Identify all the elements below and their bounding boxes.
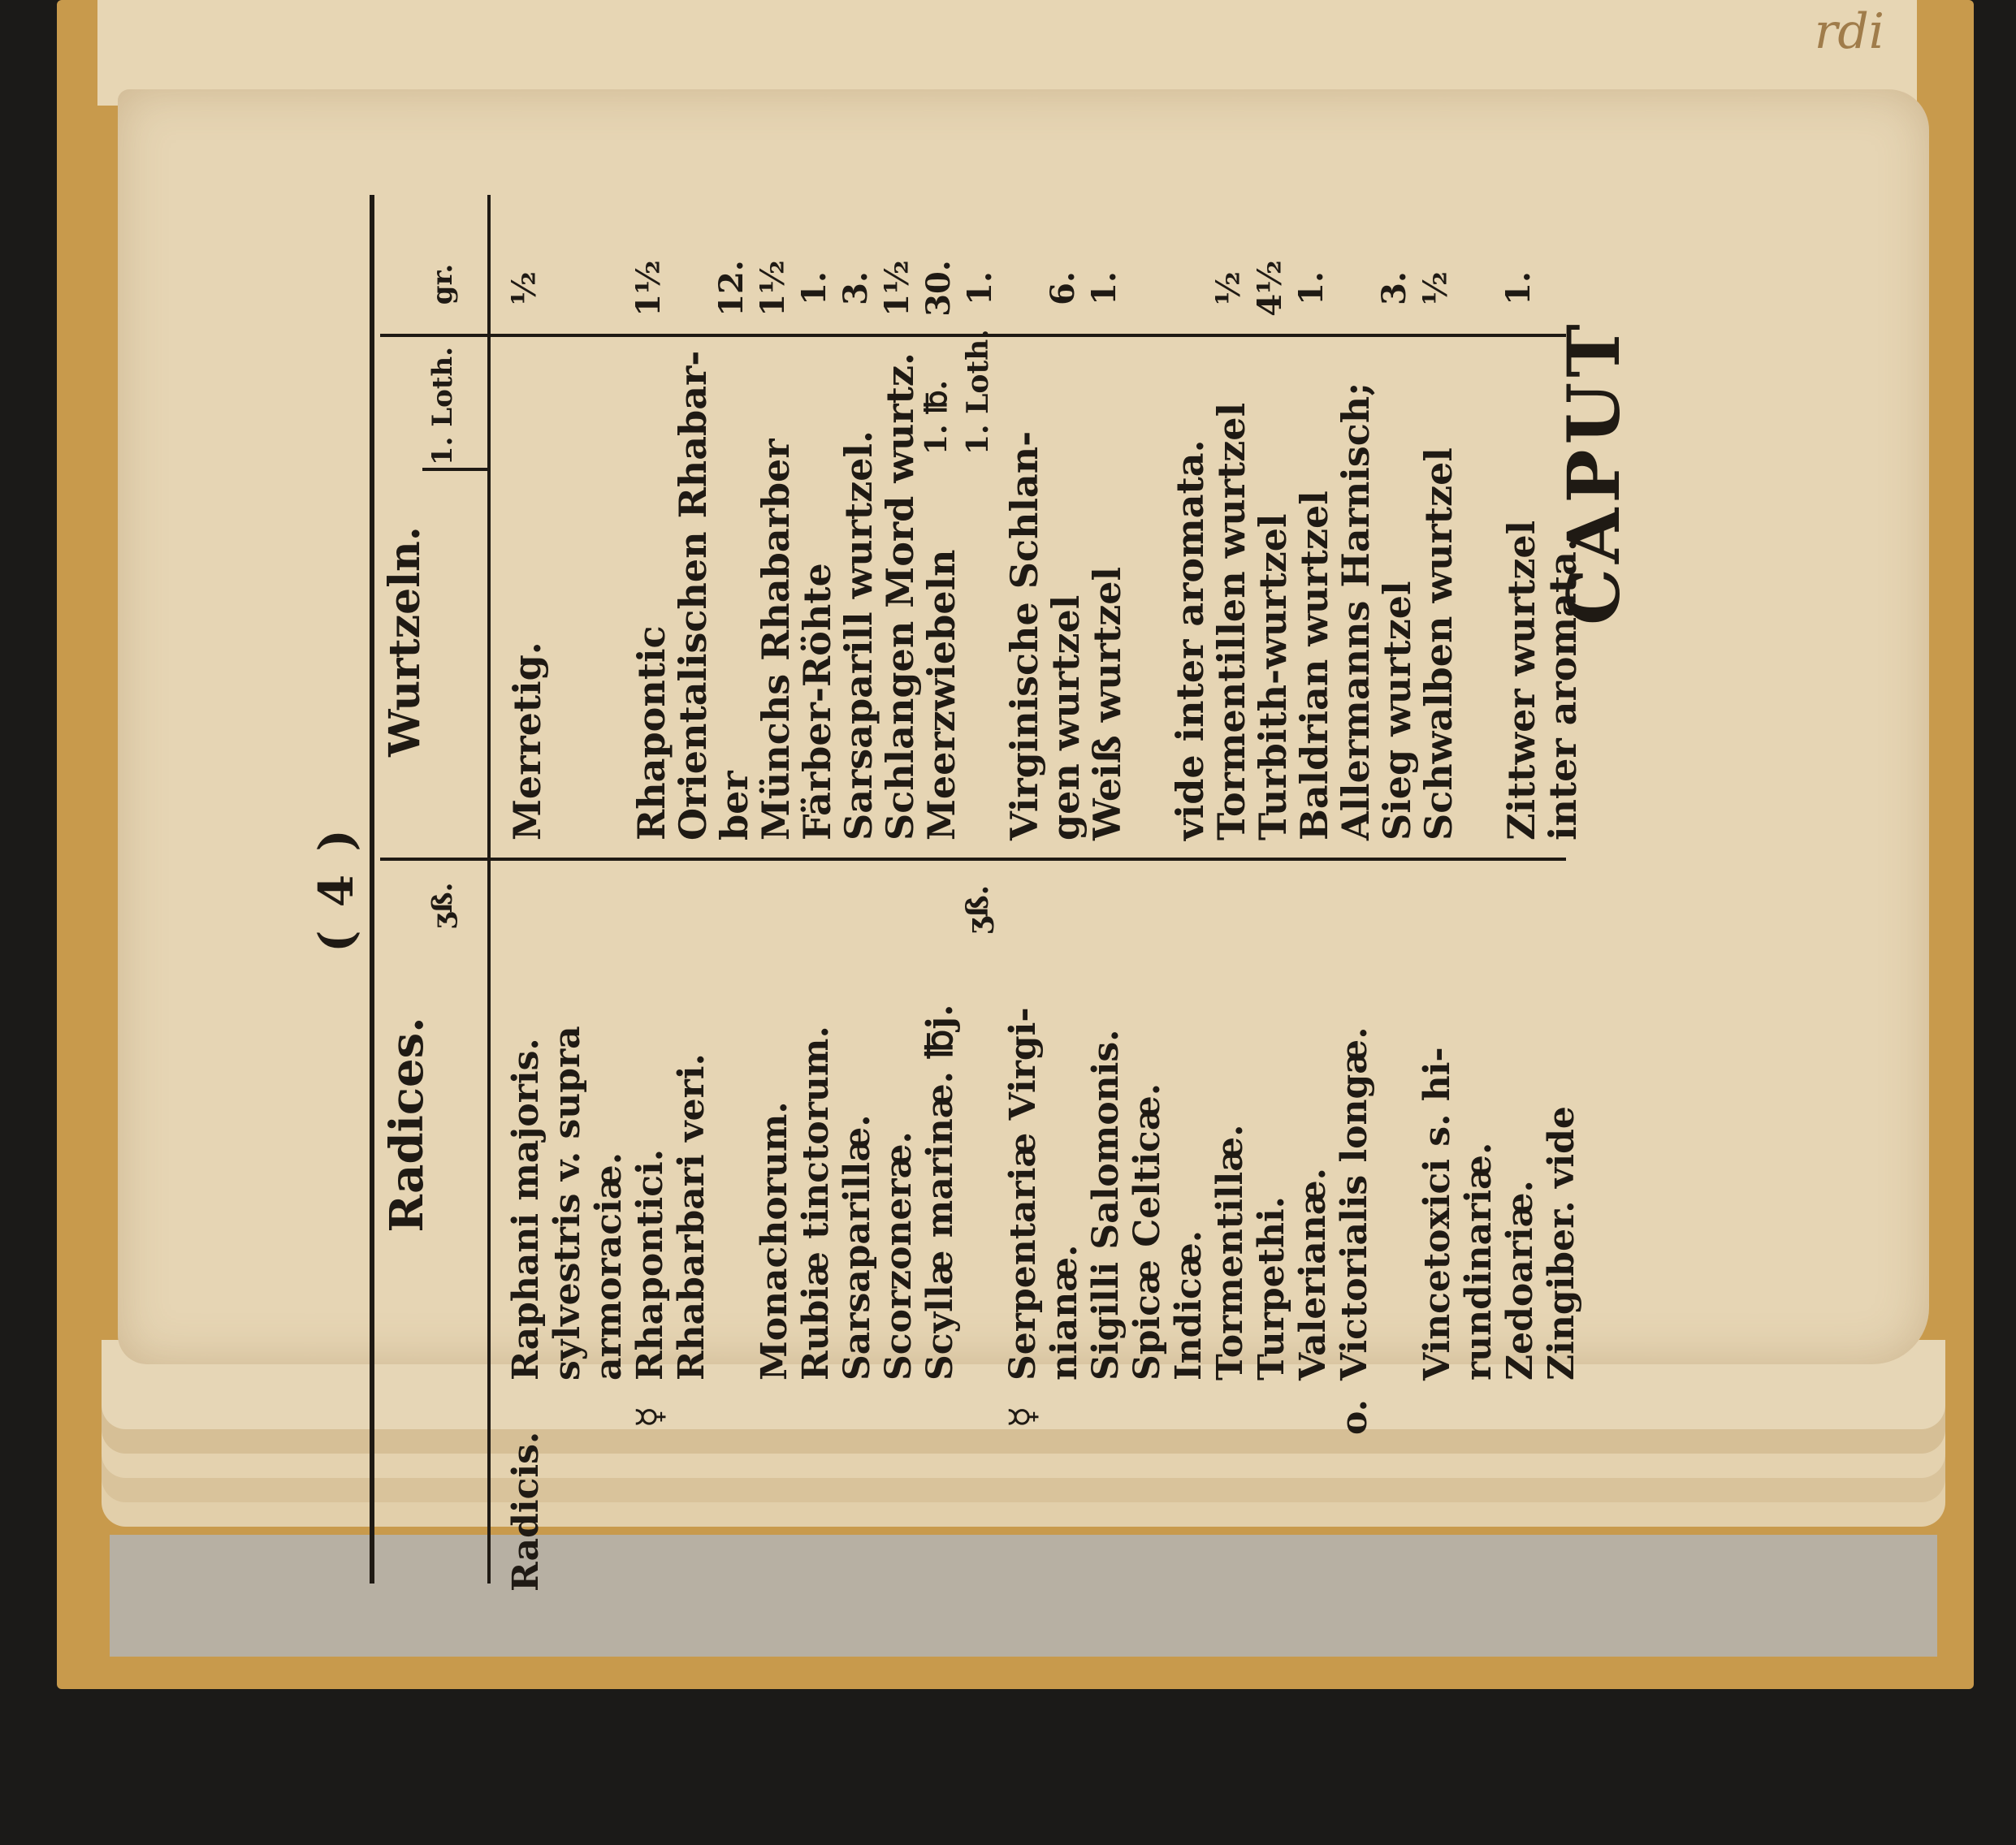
page-number: ( 4 ) [309,826,364,953]
cell-german: Baldrian wurtzel [1292,490,1336,840]
cell-latin: Turpethi. [1251,1196,1292,1381]
cell-latin: Zedoariæ. [1499,1180,1541,1381]
page-content [292,138,1636,1640]
cell-german: Weiß wurtzel [1085,566,1129,840]
header-loth: 1. Loth. [426,346,459,466]
cell-gr: 1½ [754,260,792,317]
header-wurtzeln: Wurtzeln. [380,526,430,757]
cell-gr: ½ [1209,271,1248,305]
cell-german: gen wurtzel [1044,594,1088,840]
cell-gr: 1. [1085,271,1123,305]
cell-mark: ☿ [1002,1406,1044,1428]
cell-latin: Spicæ Celticæ. [1127,1082,1168,1381]
cell-german: Virginische Schlan- [1002,430,1046,840]
cell-gr: 1. [1292,271,1330,305]
cell-latin: Zingiber. vide [1541,1106,1582,1381]
cell-latin: nianæ. [1044,1244,1085,1381]
cell-gr: 3. [1375,271,1413,305]
cell-gr: 4½ [1251,260,1289,317]
cell-mark: ☿ [629,1406,671,1428]
top-rule [370,195,374,1584]
cell-gr: ½ [1417,271,1455,305]
cell-german: vide inter aromata. [1168,439,1212,840]
cell-german: inter aromata. [1541,538,1585,840]
cell-gr: 1. [795,271,833,305]
cell-latin: Sigilli Salomonis. [1085,1029,1127,1381]
cell-gr: 12. [712,260,751,317]
cell-german: Schwalben wurtzel [1417,447,1460,840]
cell-german: Färber-Röhte [795,563,839,840]
cell-gr: 1½ [878,260,916,317]
header-gr: gr. [426,263,459,305]
cell-latin: sylvestris v. supra [547,1026,588,1381]
cell-gr: 3. [837,271,875,305]
cell-latin: Raphani majoris. [505,1038,547,1381]
cell-german: Meerzwiebeln [919,549,963,840]
cell-rad: Radicis. [505,1431,547,1592]
cell-latin: Valerianæ. [1292,1168,1334,1381]
cell-german: Orientalischen Rhabar- [671,350,715,840]
cell-latin: Indicæ. [1168,1229,1209,1381]
cell-german: Schlangen Mord wurtz. [878,352,922,840]
cell-german: Turbith-wurtzel [1251,513,1295,840]
cell-loth: 1. Loth. [961,329,995,455]
header-drachm: ʒß. [426,882,459,929]
cell-latin: Rhapontici. [629,1148,671,1381]
cell-latin: Rubiæ tinctorum. [795,1026,837,1381]
cell-latin: Scyllæ marinæ. ℔j. [919,1004,961,1381]
margin-handwriting: rdi [1814,3,1884,60]
cell-gr: 1. [961,271,999,305]
cell-loth: 1. ℔. [919,379,954,455]
header-rule [487,195,491,1584]
cell-german: Sieg wurtzel [1375,581,1419,840]
cell-gr: 1½ [629,260,668,317]
cell-latin: rundinariæ. [1458,1142,1499,1381]
cell-german: Sarsaparill wurtzel. [837,430,880,840]
cell-german: Rhapontic [629,625,673,840]
cell-latin: Serpentariæ Virgi- [1002,1007,1044,1381]
cell-latin: Monachorum. [754,1101,795,1381]
catchword: CAPUT [1551,319,1636,625]
cell-gr: 1. [1499,271,1538,305]
cell-latin: Sarsaparillæ. [837,1114,878,1381]
cell-german: Allermanns Harnisch; [1334,382,1378,840]
cell-german: ber [712,771,756,840]
cell-latin: Vincetoxici s. hi- [1417,1047,1458,1381]
cell-german: Merretig. [505,642,549,840]
cell-mark: o. [1334,1399,1375,1435]
cell-latin: Scorzoneræ. [878,1131,919,1381]
header-divider-loth [422,468,487,471]
header-radices: Radices. [380,1017,434,1233]
cell-gr: 30. [919,260,958,317]
cell-german: Tormentillen wurtzel [1209,402,1253,840]
cell-latin: armoraciæ. [588,1152,629,1381]
cell-gr: 6. [1044,271,1082,305]
cell-latin: Rhabarbari veri. [671,1053,712,1381]
cell-latin: Victorialis longæ. [1334,1026,1375,1381]
cell-gr: ½ [505,271,543,305]
cell-german: Münchs Rhabarber [754,439,798,840]
cell-dram: ʒß. [961,884,995,935]
cell-german: Zittwer wurtzel [1499,520,1543,840]
cell-latin: Tormentillæ. [1209,1124,1251,1381]
